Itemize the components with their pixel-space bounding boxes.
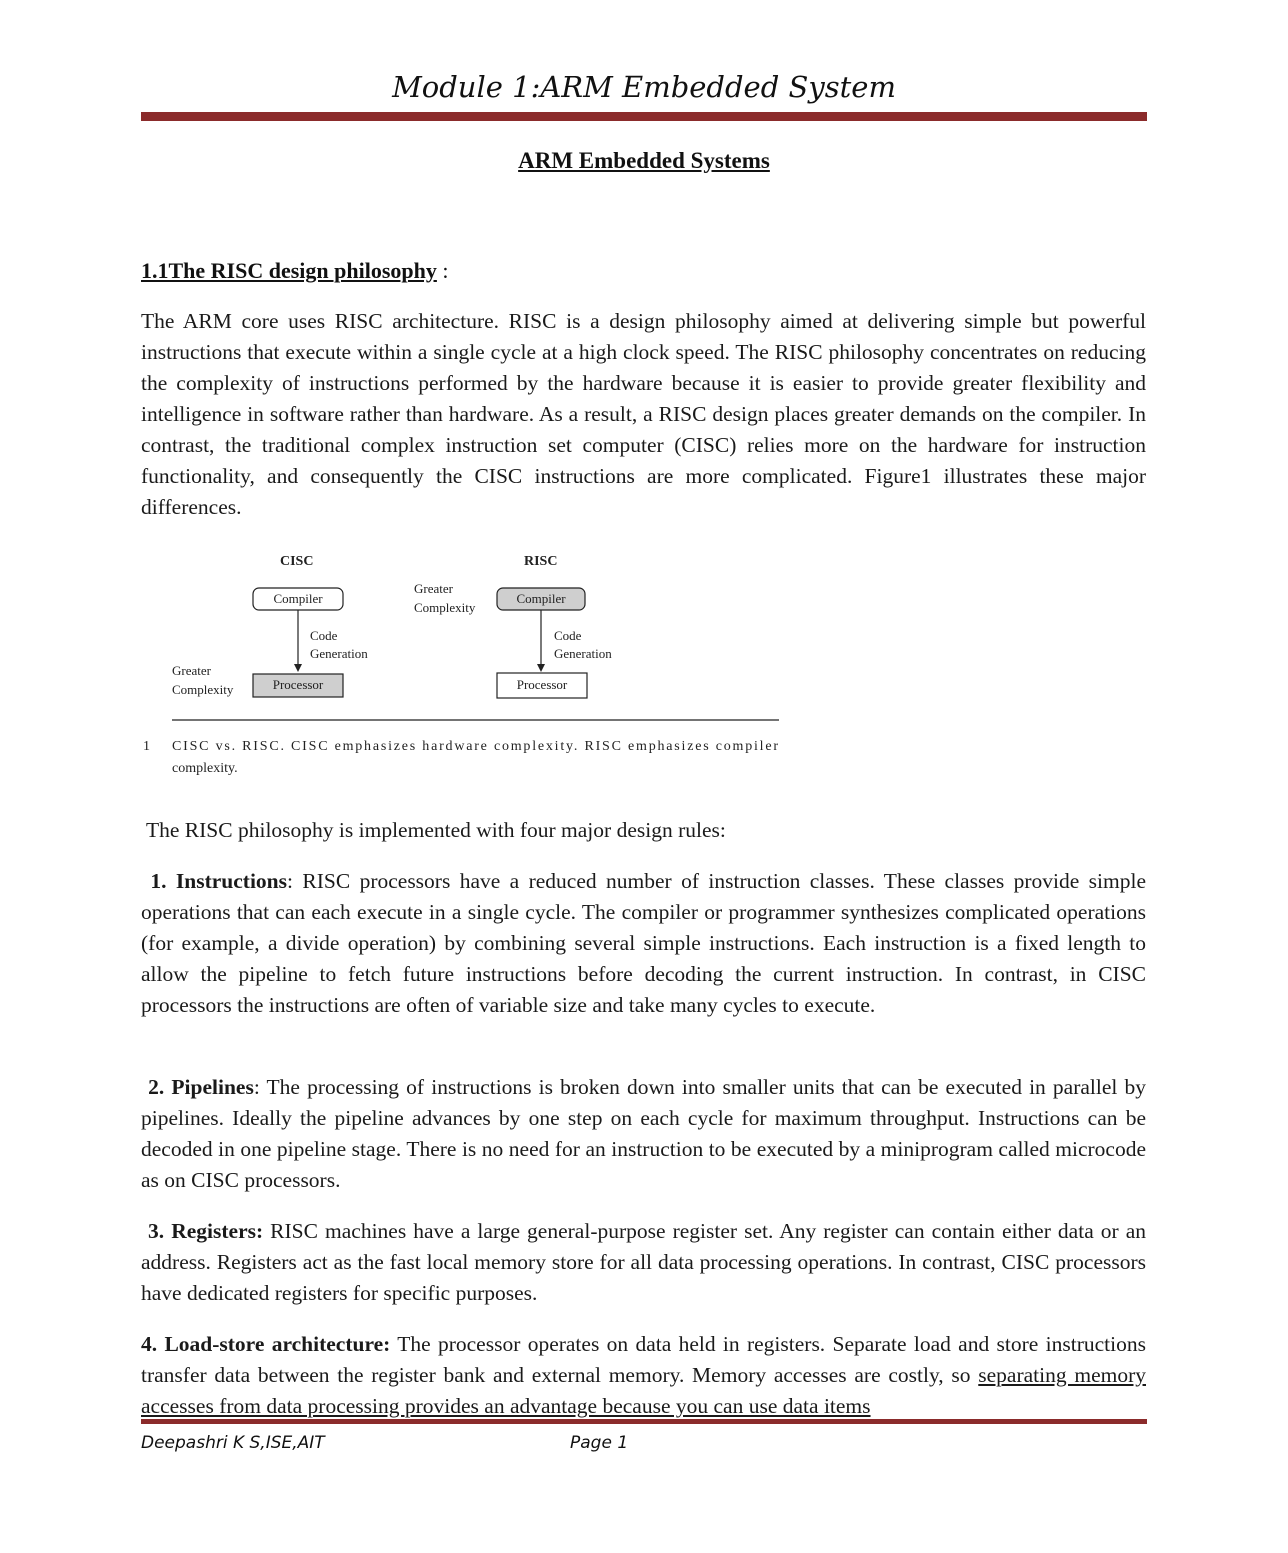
rule-text-continued: separating memory accesses from data processing provides an advantage because you can use data items <box>141 1363 1146 1418</box>
risc-greater-label: Greater <box>414 581 453 596</box>
risc-compiler-label: Compiler <box>516 591 566 606</box>
rules-intro-paragraph: The RISC philosophy is implemented with four major design rules: <box>146 818 726 842</box>
figure-caption-number: 1 <box>143 739 150 754</box>
rule-instructions <box>141 866 1146 1021</box>
page-header-title: Module 1:ARM Embedded System <box>392 70 896 104</box>
header-rule <box>141 112 1147 121</box>
rule-separator: : <box>253 1075 260 1099</box>
rule-pipelines <box>141 1072 1146 1196</box>
risc-label: RISC <box>524 554 558 569</box>
rule-separator: : <box>287 869 293 893</box>
rule-load-store <box>141 1329 1146 1419</box>
cisc-complexity-label: Complexity <box>172 682 234 697</box>
rule-text: RISC machines have a large general-purpose register set. Any register can contain either data or an address. Registers act as the fast local memory store for all data processing operations. In contrast, CISC processors have dedicated registers for specific purposes. <box>141 1219 1147 1305</box>
rule-text: The processing of instructions is broken down into smaller units that can be executed in parallel by pipelines. Ideally the pipeline advances by one step on each cycle for maximum throughput. Instructions can be decoded in one pipeline stage. There is no need for an instruction to be executed by a miniprogram called microcode as on CISC processors. <box>141 1075 1147 1192</box>
risc-processor-label: Processor <box>516 677 568 692</box>
section-heading <box>141 258 449 284</box>
cisc-processor-label: Processor <box>272 677 324 692</box>
rule-title: 1. Instructions <box>150 869 288 893</box>
footer-rule <box>141 1419 1147 1424</box>
cisc-greater-label: Greater <box>172 663 211 678</box>
rule-title: 4. Load-store architecture: <box>141 1332 391 1356</box>
cisc-label: CISC <box>280 554 314 569</box>
footer-author: Deepashri K S,ISE,AIT <box>141 1433 325 1453</box>
rule-registers <box>141 1216 1146 1309</box>
figure-caption-line1: CISC vs. RISC. CISC emphasizes hardware complexity. RISC emphasizes compiler <box>172 739 778 754</box>
risc-generation-label: Generation <box>554 646 612 661</box>
rule-text: The processor operates on data held in registers. Separate load and store instructions transfer data between the register bank and external memory. Memory accesses are costly, so <box>141 1332 1146 1387</box>
document-title: ARM Embedded Systems <box>518 148 770 173</box>
rule-title: 2. Pipelines <box>148 1075 254 1099</box>
figure-diagram <box>143 546 785 786</box>
risc-complexity-label: Complexity <box>414 600 476 615</box>
section-heading-text: 1.1The RISC design philosophy <box>141 258 437 283</box>
intro-paragraph: The ARM core uses RISC architecture. RISC is a design philosophy aimed at delivering simple but powerful instructions that execute within a single cycle at a high clock speed. The RISC philosophy concentrates on reducing the complexity of instructions performed by the hardware because it is easier to provide greater flexibility and intelligence in software rather than hardware. As a result, a RISC design places greater demands on the compiler. In contrast, the traditional complex instruction set computer (CISC) relies more on the hardware for instruction functionality, and consequently the CISC instructions are more complicated. Figure1 illustrates these major differences. <box>141 309 1146 519</box>
risc-code-label: Code <box>554 628 582 643</box>
cisc-compiler-label: Compiler <box>273 591 323 606</box>
cisc-generation-label: Generation <box>310 646 368 661</box>
section-heading-colon: : <box>436 258 449 283</box>
rule-title: 3. Registers: <box>148 1219 264 1243</box>
figure-caption-line2: complexity. <box>172 761 238 776</box>
footer-page-number: Page 1 <box>570 1433 629 1453</box>
cisc-code-label: Code <box>310 628 338 643</box>
rule-text: RISC processors have a reduced number of instruction classes. These classes provide simple operations that can each execute in a single cycle. The compiler or programmer synthesizes complicated operations (for example, a divide operation) by combining several simple instructions. Each instruction is a fixed length to allow the pipeline to fetch future instructions before decoding the current instruction. In contrast, in CISC processors the instructions are often of variable size and take many cycles to execute. <box>141 869 1147 1017</box>
cisc-risc-figure <box>143 546 785 786</box>
